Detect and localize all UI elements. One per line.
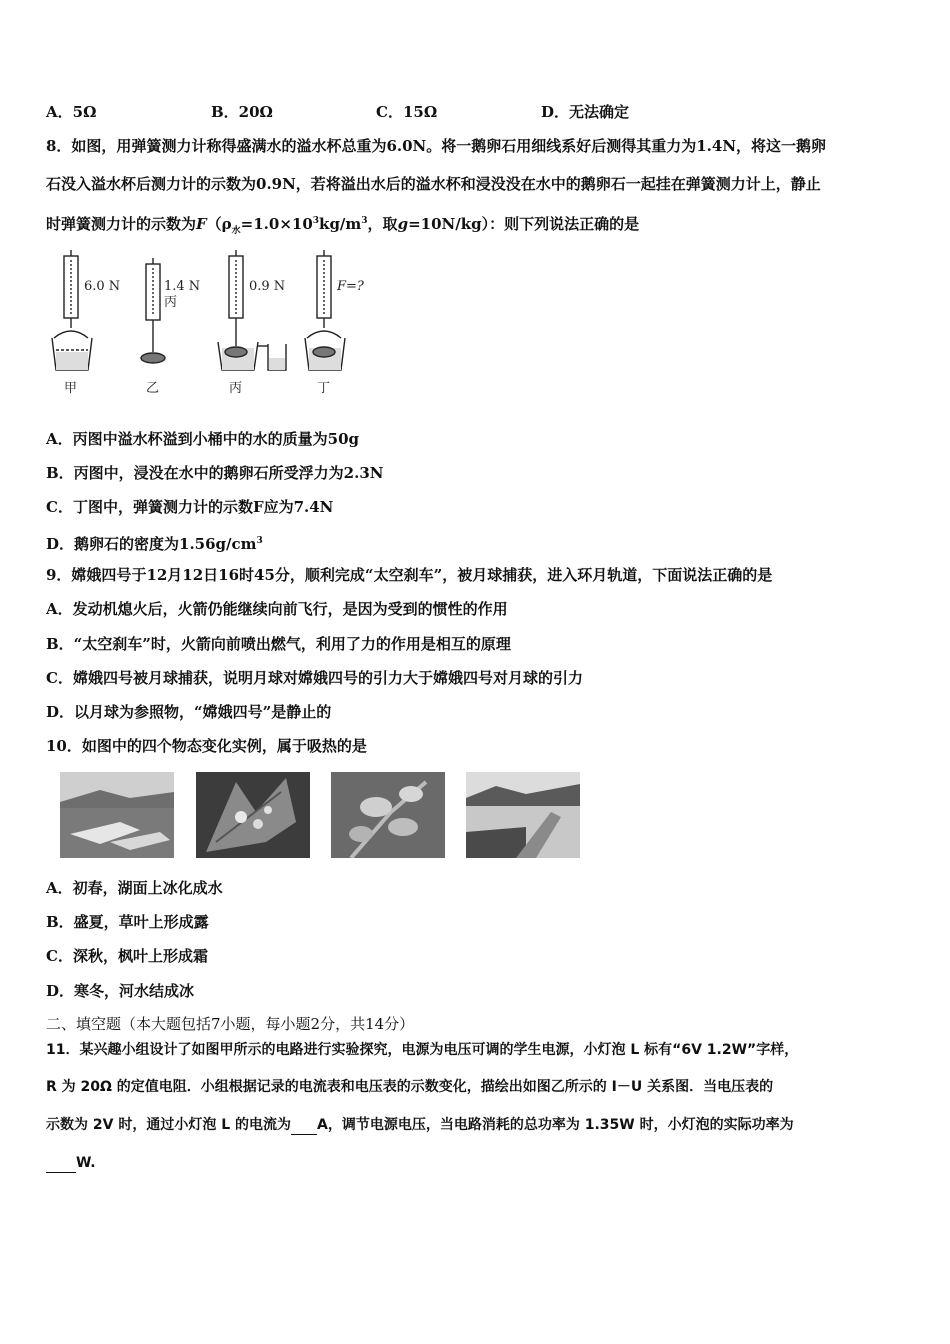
q8-option-d: D．鹅卵石的密度为$1.56g/cm^3$ [46, 535, 263, 553]
q9-option-a: A．发动机熄火后，火箭仍能继续向前飞行，是因为受到的惯性的作用 [46, 600, 508, 618]
scale-yi [141, 258, 165, 363]
q7-option-a: A．5Ω [46, 103, 97, 121]
q8-stem-line1: 8．如图，用弹簧测力计称得盛满水的溢水杯总重为6.0N。将一鹅卵石用细线系好后测得其重力为1.4N，将这一鹅卵 [46, 137, 827, 155]
reading-yi: 1.4 N [164, 279, 201, 294]
q7-option-d: D．无法确定 [541, 103, 630, 121]
q11-line2: R 为 20Ω 的定值电阻．小组根据记录的电流表和电压表的示数变化，描绘出如图乙所示的 I－U 关系图．当电压表的 [46, 1079, 774, 1095]
q11-blank-2[interactable] [46, 1156, 76, 1173]
q8-option-a: A．丙图中溢水杯溢到小桶中的水的质量为50g [46, 430, 360, 448]
q8-option-c: C．丁图中，弹簧测力计的示数F应为7.4N [46, 498, 334, 516]
q10-option-b: B．盛夏，草叶上形成露 [46, 913, 209, 931]
q11-blank-1[interactable] [291, 1118, 317, 1135]
photo-dew-leaf [196, 772, 310, 858]
caption-yi: 乙 [146, 381, 160, 396]
q8-option-b: B．丙图中，浸没在水中的鹅卵石所受浮力为2.3N [46, 464, 384, 482]
q9-option-d: D．以月球为参照物，“嫦娥四号”是静止的 [46, 703, 332, 721]
caption-ding: 丁 [317, 381, 331, 396]
q11-line4: W. [46, 1153, 96, 1173]
caption-jia: 甲 [64, 381, 78, 396]
q9-option-b: B．“太空刹车”时，火箭向前喷出燃气，利用了力的作用是相互的原理 [46, 635, 511, 653]
q10-option-c: C．深秋，枫叶上形成霜 [46, 947, 208, 965]
q8-stem-line3: 时弹簧测力计的示数为$F(\rho_水=1.0\times 10^3kg/m^3$，取g=10N/kg）：则下列说法正确的是 [46, 215, 640, 236]
photo-melting-ice [60, 772, 174, 858]
q10-option-d: D．寒冬，河水结成冰 [46, 982, 195, 1000]
q11-line1: 11．某兴趣小组设计了如图甲所示的电路进行实验探究，电源为电压可调的学生电源，小灯泡 L 标有“6V 1.2W”字样， [46, 1042, 799, 1058]
scale-bing [218, 250, 286, 370]
q10-option-a: A．初春，湖面上冰化成水 [46, 879, 223, 897]
section-2-heading: 二、填空题（本大题包括7小题，每小题2分，共14分） [46, 1015, 415, 1033]
q7-option-c: C．15Ω [376, 103, 438, 121]
scale-jia [52, 250, 92, 370]
photo-frozen-river [466, 772, 580, 858]
q7-option-b: B．20Ω [211, 103, 273, 121]
q11-line3: 示数为 2V 时，通过小灯泡 L 的电流为 A，调节电源电压，当电路消耗的总功率为 1.35W 时，小灯泡的实际功率为 [46, 1117, 794, 1133]
scale-ding [305, 250, 345, 370]
photo-frost-leaf [331, 772, 445, 858]
q8-spring-scale-figure [46, 250, 386, 398]
reading-yi-extra: 丙 [164, 295, 178, 310]
reading-ding: F=? [337, 279, 364, 294]
reading-bing: 0.9 N [249, 279, 286, 294]
q8-stem-line2: 石没入溢水杯后测力计的示数为0.9N，若将溢出水后的溢水杯和浸没没在水中的鹅卵石一起挂在弹簧测力计上，静止 [46, 175, 821, 193]
reading-jia: 6.0 N [84, 279, 121, 294]
q9-stem: 9．嫦娥四号于12月12日16时45分，顺利完成“太空刹车”，被月球捕获，进入环月轨道，下面说法正确的是 [46, 566, 773, 584]
q9-option-c: C．嫦娥四号被月球捕获，说明月球对嫦娥四号的引力大于嫦娥四号对月球的引力 [46, 669, 583, 687]
q10-stem: 10．如图中的四个物态变化实例，属于吸热的是 [46, 737, 367, 755]
caption-bing: 丙 [229, 381, 243, 396]
